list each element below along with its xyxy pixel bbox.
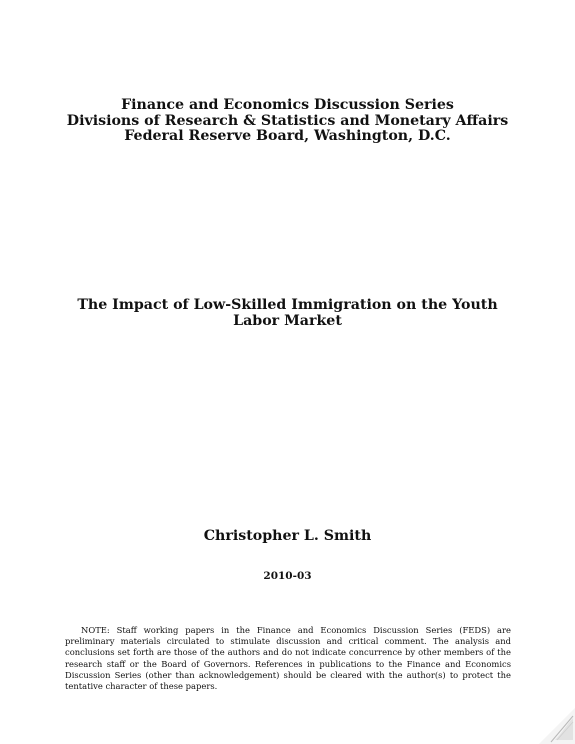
paper-number: 2010-03 — [263, 570, 312, 582]
institution-name: Federal Reserve Board, Washington, D.C. — [124, 128, 451, 144]
disclaimer-note: NOTE: Staff working papers in the Finance and Economics Discussion Series (FEDS) are preliminary materials circulated to stimulate discussion and critical comment. The analysis and conclusions set forth are those of the authors and do not indicate concurrence by other members of the research staff or the Board of Governors. References in publications to the Finance and Economics Discussion Series (other than acknowledgement) should be cleared with the author(s) to protect the tentative character of these papers. — [65, 625, 511, 692]
division-name: Divisions of Research & Statistics and Monetary Affairs — [66, 112, 509, 129]
paper-title: The Impact of Low-Skilled Immigration on the Youth Labor Market — [77, 297, 498, 329]
page-curl-icon[interactable] — [533, 702, 575, 744]
author-name: Christopher L. Smith — [203, 528, 372, 544]
series-header — [0, 98, 575, 145]
series-name: Finance and Economics Discussion Series — [121, 97, 454, 113]
